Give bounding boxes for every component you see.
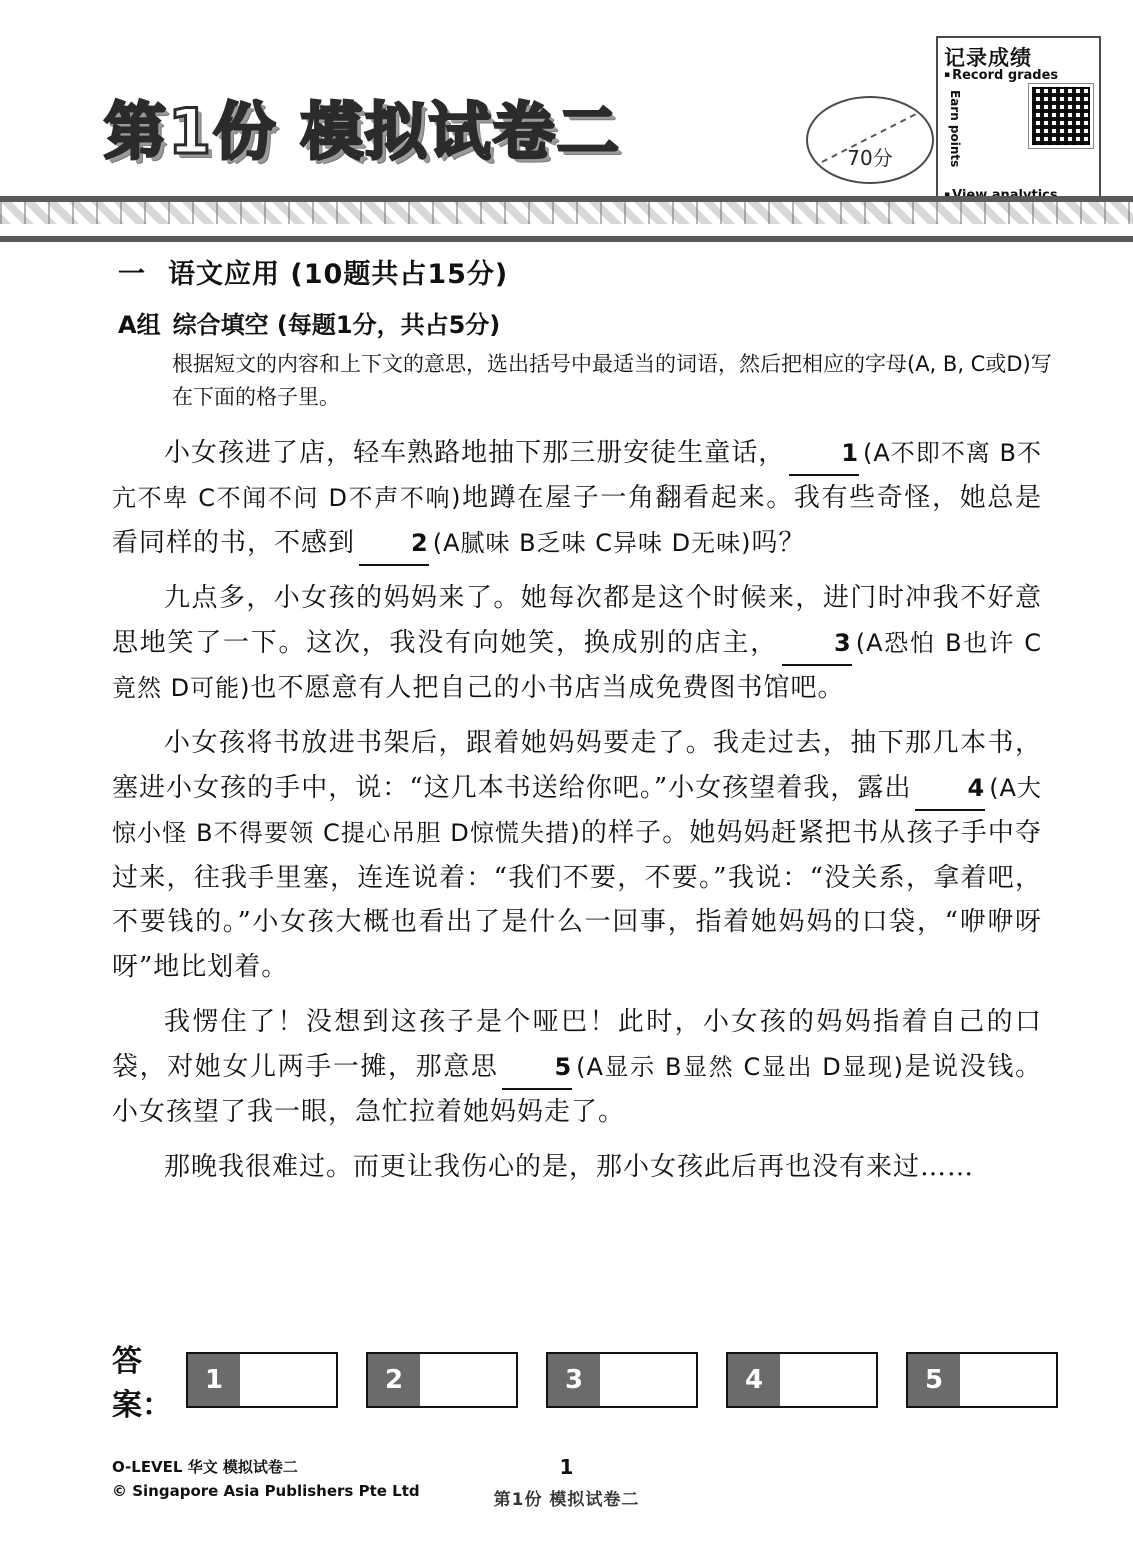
answer-box-input[interactable] — [960, 1354, 1056, 1406]
passage-text: 那晚我很难过。而更让我伤心的是，那小女孩此后再也没有来过…… — [164, 1151, 975, 1182]
answer-row — [112, 1344, 1072, 1423]
section-heading — [118, 252, 1133, 291]
band-stripes — [0, 202, 1133, 224]
answer-box-number: 1 — [188, 1354, 240, 1406]
answer-box-input[interactable] — [600, 1354, 696, 1406]
passage-text: 也不愿意有人把自己的小书店当成免费图书馆吧。 — [250, 673, 845, 704]
section-title: 语文应用 (10题共占15分) — [168, 259, 509, 290]
answer-blank[interactable]: 1 — [789, 433, 859, 476]
passage-text: 的样子。她妈妈赶紧把书从孩子手中夺过来，往我手里塞，连连说着：“我们不要，不要。”我说：“没关系，拿着吧，不要钱的。”小女孩大概也看出了是什么一回事，指着她妈妈的口袋，“咿咿呀呀”地比划着。 — [112, 818, 1042, 983]
answer-box[interactable] — [366, 1352, 518, 1408]
passage-paragraph — [112, 721, 1042, 990]
answer-label: 答案： — [112, 1344, 172, 1423]
answer-box-number: 4 — [728, 1354, 780, 1406]
answer-box[interactable] — [726, 1352, 878, 1408]
passage-paragraph — [112, 1145, 1042, 1190]
answer-boxes — [186, 1352, 1086, 1408]
score-badge — [806, 96, 934, 184]
passage-text: 小女孩将书放进书架后，跟着她妈妈要走了。我走过去，抽下那几本书，塞进小女孩的手中，说：“这几本书送给你吧。”小女孩望着我，露出 — [112, 728, 1042, 803]
footer-book-title: O-LEVEL 华文 模拟试卷二 — [112, 1458, 298, 1476]
passage-text: 我愣住了！没想到这孩子是个哑巴！此时，小女孩的妈妈指着自己的口袋，对她女儿两手一摊，那意思 — [112, 1006, 1042, 1082]
option-list: (A恐怕 B也许 C竟然 D可能) — [112, 629, 1042, 703]
passage-paragraph — [112, 431, 1042, 566]
section-number: 一 — [118, 259, 146, 290]
footer-center-title: 第1份 模拟试卷二 — [493, 1490, 640, 1510]
passage-paragraph — [112, 576, 1042, 711]
page-content — [0, 252, 1133, 1199]
answer-box[interactable] — [186, 1352, 338, 1408]
passage-text: 九点多，小女孩的妈妈来了。她每次都是这个时候来，进门时冲我不好意思地笑了一下。这次，我没有向她笑，换成别的店主， — [112, 583, 1042, 659]
title-block — [104, 82, 744, 182]
answer-box-input[interactable] — [240, 1354, 336, 1406]
group-heading — [118, 305, 1133, 340]
answer-box-number: 2 — [368, 1354, 420, 1406]
score-value: 70分 — [847, 146, 893, 170]
page-footer — [0, 1455, 1133, 1535]
page-number: 1 — [559, 1455, 574, 1479]
answer-box-number: 5 — [908, 1354, 960, 1406]
option-list: (A不即不离 B不亢不卑 C不闻不问 D不声不响) — [112, 439, 1042, 513]
passage-text: 是说没钱。小女孩望了我一眼，急忙拉着她妈妈走了。 — [112, 1051, 1042, 1127]
group-name: A组 — [118, 311, 161, 339]
answer-box-input[interactable] — [780, 1354, 876, 1406]
passage-text: 小女孩进了店，轻车熟路地抽下那三册安徒生童话， — [164, 438, 786, 469]
option-list: (A腻味 B乏味 C异味 D无味) — [432, 529, 752, 558]
answer-box-number: 3 — [548, 1354, 600, 1406]
answer-blank[interactable]: 5 — [502, 1047, 572, 1090]
answer-box[interactable] — [546, 1352, 698, 1408]
qr-earn-points-en: Earn points — [948, 90, 962, 168]
answer-blank[interactable]: 3 — [782, 623, 852, 666]
answer-blank[interactable]: 4 — [915, 768, 985, 811]
passage-text: 吗？ — [751, 528, 806, 559]
answer-box-input[interactable] — [420, 1354, 516, 1406]
page-header — [0, 0, 1133, 250]
answer-box[interactable] — [906, 1352, 1058, 1408]
page-title: 第1份 模拟试卷二 — [104, 95, 621, 168]
instruction-text: 根据短文的内容和上下文的意思，选出括号中最适当的词语，然后把相应的字母(A, B, C或D)写在下面的格子里。 — [172, 352, 1052, 409]
option-list: (A大惊小怪 B不得要领 C提心吊胆 D惊慌失措) — [112, 773, 1042, 848]
answer-blank[interactable]: 2 — [359, 523, 429, 566]
qr-record-grades-en: ▪ Record grades — [944, 68, 1058, 83]
passage-text: 地蹲在屋子一角翻看起来。我有些奇怪，她总是看同样的书，不感到 — [112, 483, 1042, 559]
passage-paragraph — [112, 1000, 1042, 1135]
decorative-band — [0, 196, 1133, 242]
group-description: 综合填空 (每题1分，共占5分) — [172, 311, 501, 339]
passage-body — [112, 431, 1042, 1189]
qr-record-grades-cn: 记录成绩 — [944, 46, 1032, 70]
option-list: (A显示 B显然 C显出 D显现) — [576, 1052, 904, 1081]
qr-code-icon[interactable] — [1029, 84, 1093, 148]
footer-copyright: © Singapore Asia Publishers Pte Ltd — [112, 1482, 420, 1500]
